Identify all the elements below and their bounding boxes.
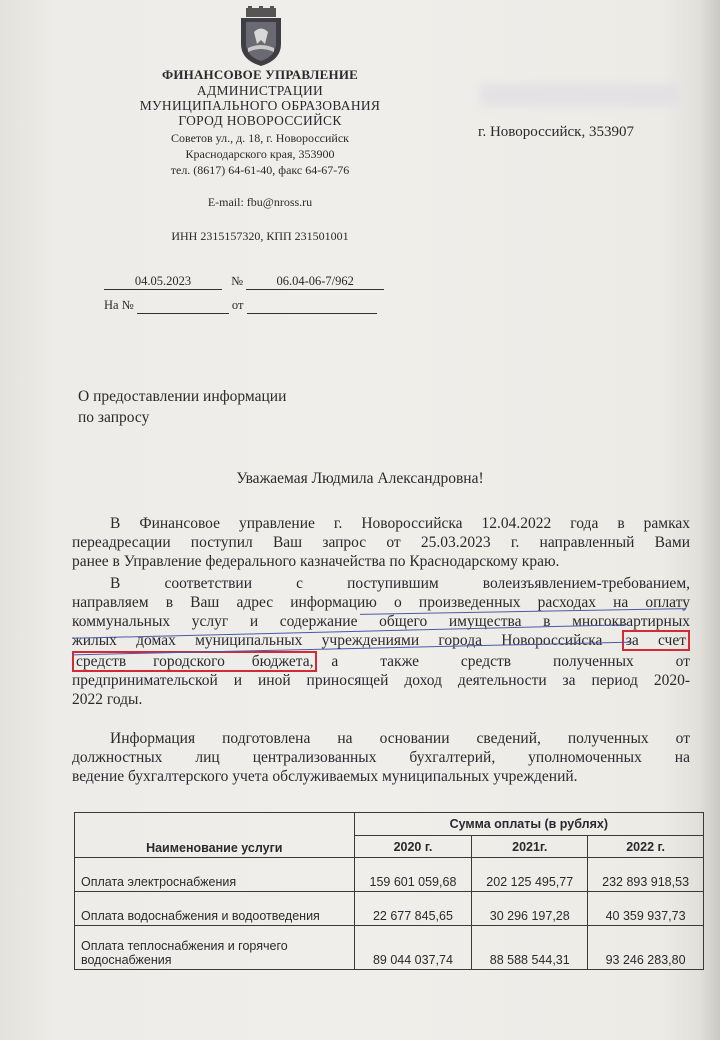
column-header-service: Наименование услуги — [75, 813, 355, 858]
service-name: Оплата водоснабжения и водоотведения — [75, 892, 355, 926]
amount-cell: 40 359 937,73 — [588, 892, 704, 926]
service-name: Оплата теплоснабжения и горячего водоснабжения — [75, 926, 355, 970]
table-row — [75, 926, 704, 970]
p2-line: направляем в Ваш адрес информацию о произведенных расходах на оплату — [72, 594, 690, 611]
number-label: № — [231, 274, 244, 288]
address-line-2: Краснодарского края, 353900 — [185, 147, 335, 161]
org-line-4: ГОРОД НОВОРОССИЙСК — [178, 113, 342, 128]
ref-number-blank — [137, 298, 229, 314]
year-header: 2020 г. — [354, 836, 472, 858]
amount-cell: 202 125 495,77 — [472, 858, 588, 892]
recipient-city: г. Новороссийск, 353907 — [478, 124, 634, 140]
p2-line-text: жилых домах муниципальных учреждениями города Новороссийска — [72, 632, 603, 649]
amount-cell: 93 246 283,80 — [588, 926, 704, 970]
p1-line: ранее в Управление федерального казначейства по Краснодарскому краю. — [72, 553, 560, 570]
phone-fax: тел. (8617) 64-61-40, факс 64-67-76 — [170, 163, 350, 177]
subject-line-1: О предоставлении информации — [78, 388, 287, 405]
p2-line — [72, 652, 690, 671]
table-row — [75, 858, 704, 892]
p3-line: должностных лиц централизованных бухгалтерий, уполномоченных на — [72, 749, 690, 766]
org-line-3: МУНИЦИПАЛЬНОГО ОБРАЗОВАНИЯ — [139, 98, 381, 113]
page-edge-shadow — [698, 0, 720, 1040]
subject-line-2: по запросу — [78, 409, 150, 426]
service-name: Оплата электроснабжения — [75, 858, 355, 892]
p2-line-text: а также средств полученных от — [331, 653, 690, 670]
redacted-recipient — [480, 84, 680, 106]
amount-cell: 30 296 197,28 — [472, 892, 588, 926]
org-line-2: АДМИНИСТРАЦИИ — [196, 83, 324, 98]
amount-cell: 89 044 037,74 — [354, 926, 472, 970]
p2-line: коммунальных услуг и содержание общего имущества в многоквартирных — [72, 613, 690, 630]
expenses-table — [74, 812, 704, 970]
p1-line: переадресации поступил Ваш запрос от 25.03.2023 г. направленный Вами — [72, 534, 690, 551]
greeting: Уважаемая Людмила Александровна! — [236, 470, 484, 487]
p3-line: ведение бухгалтерского учета обслуживаемых муниципальных учреждений. — [72, 768, 578, 785]
year-header: 2021г. — [472, 836, 588, 858]
p2-line: В соответствии с поступившим волеизъявлением-требованием, — [110, 575, 690, 592]
org-name: ФИНАНСОВОЕ УПРАВЛЕНИЕ — [161, 67, 359, 82]
paragraph-1 — [72, 514, 690, 571]
p3-line: Информация подготовлена на основании сведений, полученных от — [110, 730, 690, 747]
ref-date-blank — [247, 298, 377, 314]
ref-from-label: от — [231, 298, 244, 312]
table-row — [75, 892, 704, 926]
p2-line: 2022 годы. — [72, 691, 143, 708]
coat-of-arms-icon — [232, 6, 290, 68]
p1-line: В Финансовое управление г. Новороссийска 12.04.2022 года в рамках — [110, 515, 690, 532]
amount-cell: 232 893 918,53 — [588, 858, 704, 892]
registration-line — [104, 274, 384, 290]
email: E-mail: fbu@nross.ru — [207, 195, 313, 209]
year-header: 2022 г. — [588, 836, 704, 858]
amount-cell: 22 677 845,65 — [354, 892, 472, 926]
p2-line: предпринимательской и иной приносящей доход деятельности за период 2020- — [72, 672, 690, 689]
inn-kpp: ИНН 2315157320, КПП 231501001 — [171, 229, 349, 243]
reference-line — [104, 298, 377, 314]
column-header-amount: Сумма оплаты (в рублях) — [354, 813, 703, 836]
address-line-1: Советов ул., д. 18, г. Новороссийск — [170, 131, 349, 145]
paragraph-3 — [72, 729, 690, 786]
amount-cell: 159 601 059,68 — [354, 858, 472, 892]
letter-number: 06.04-06-7/962 — [246, 274, 384, 290]
amount-cell: 88 588 544,31 — [472, 926, 588, 970]
ref-label: На № — [104, 298, 134, 312]
highlighted-phrase: за счет — [622, 630, 690, 651]
letter-date: 04.05.2023 — [104, 274, 222, 290]
highlighted-phrase: средств городского бюджета, — [72, 651, 317, 672]
